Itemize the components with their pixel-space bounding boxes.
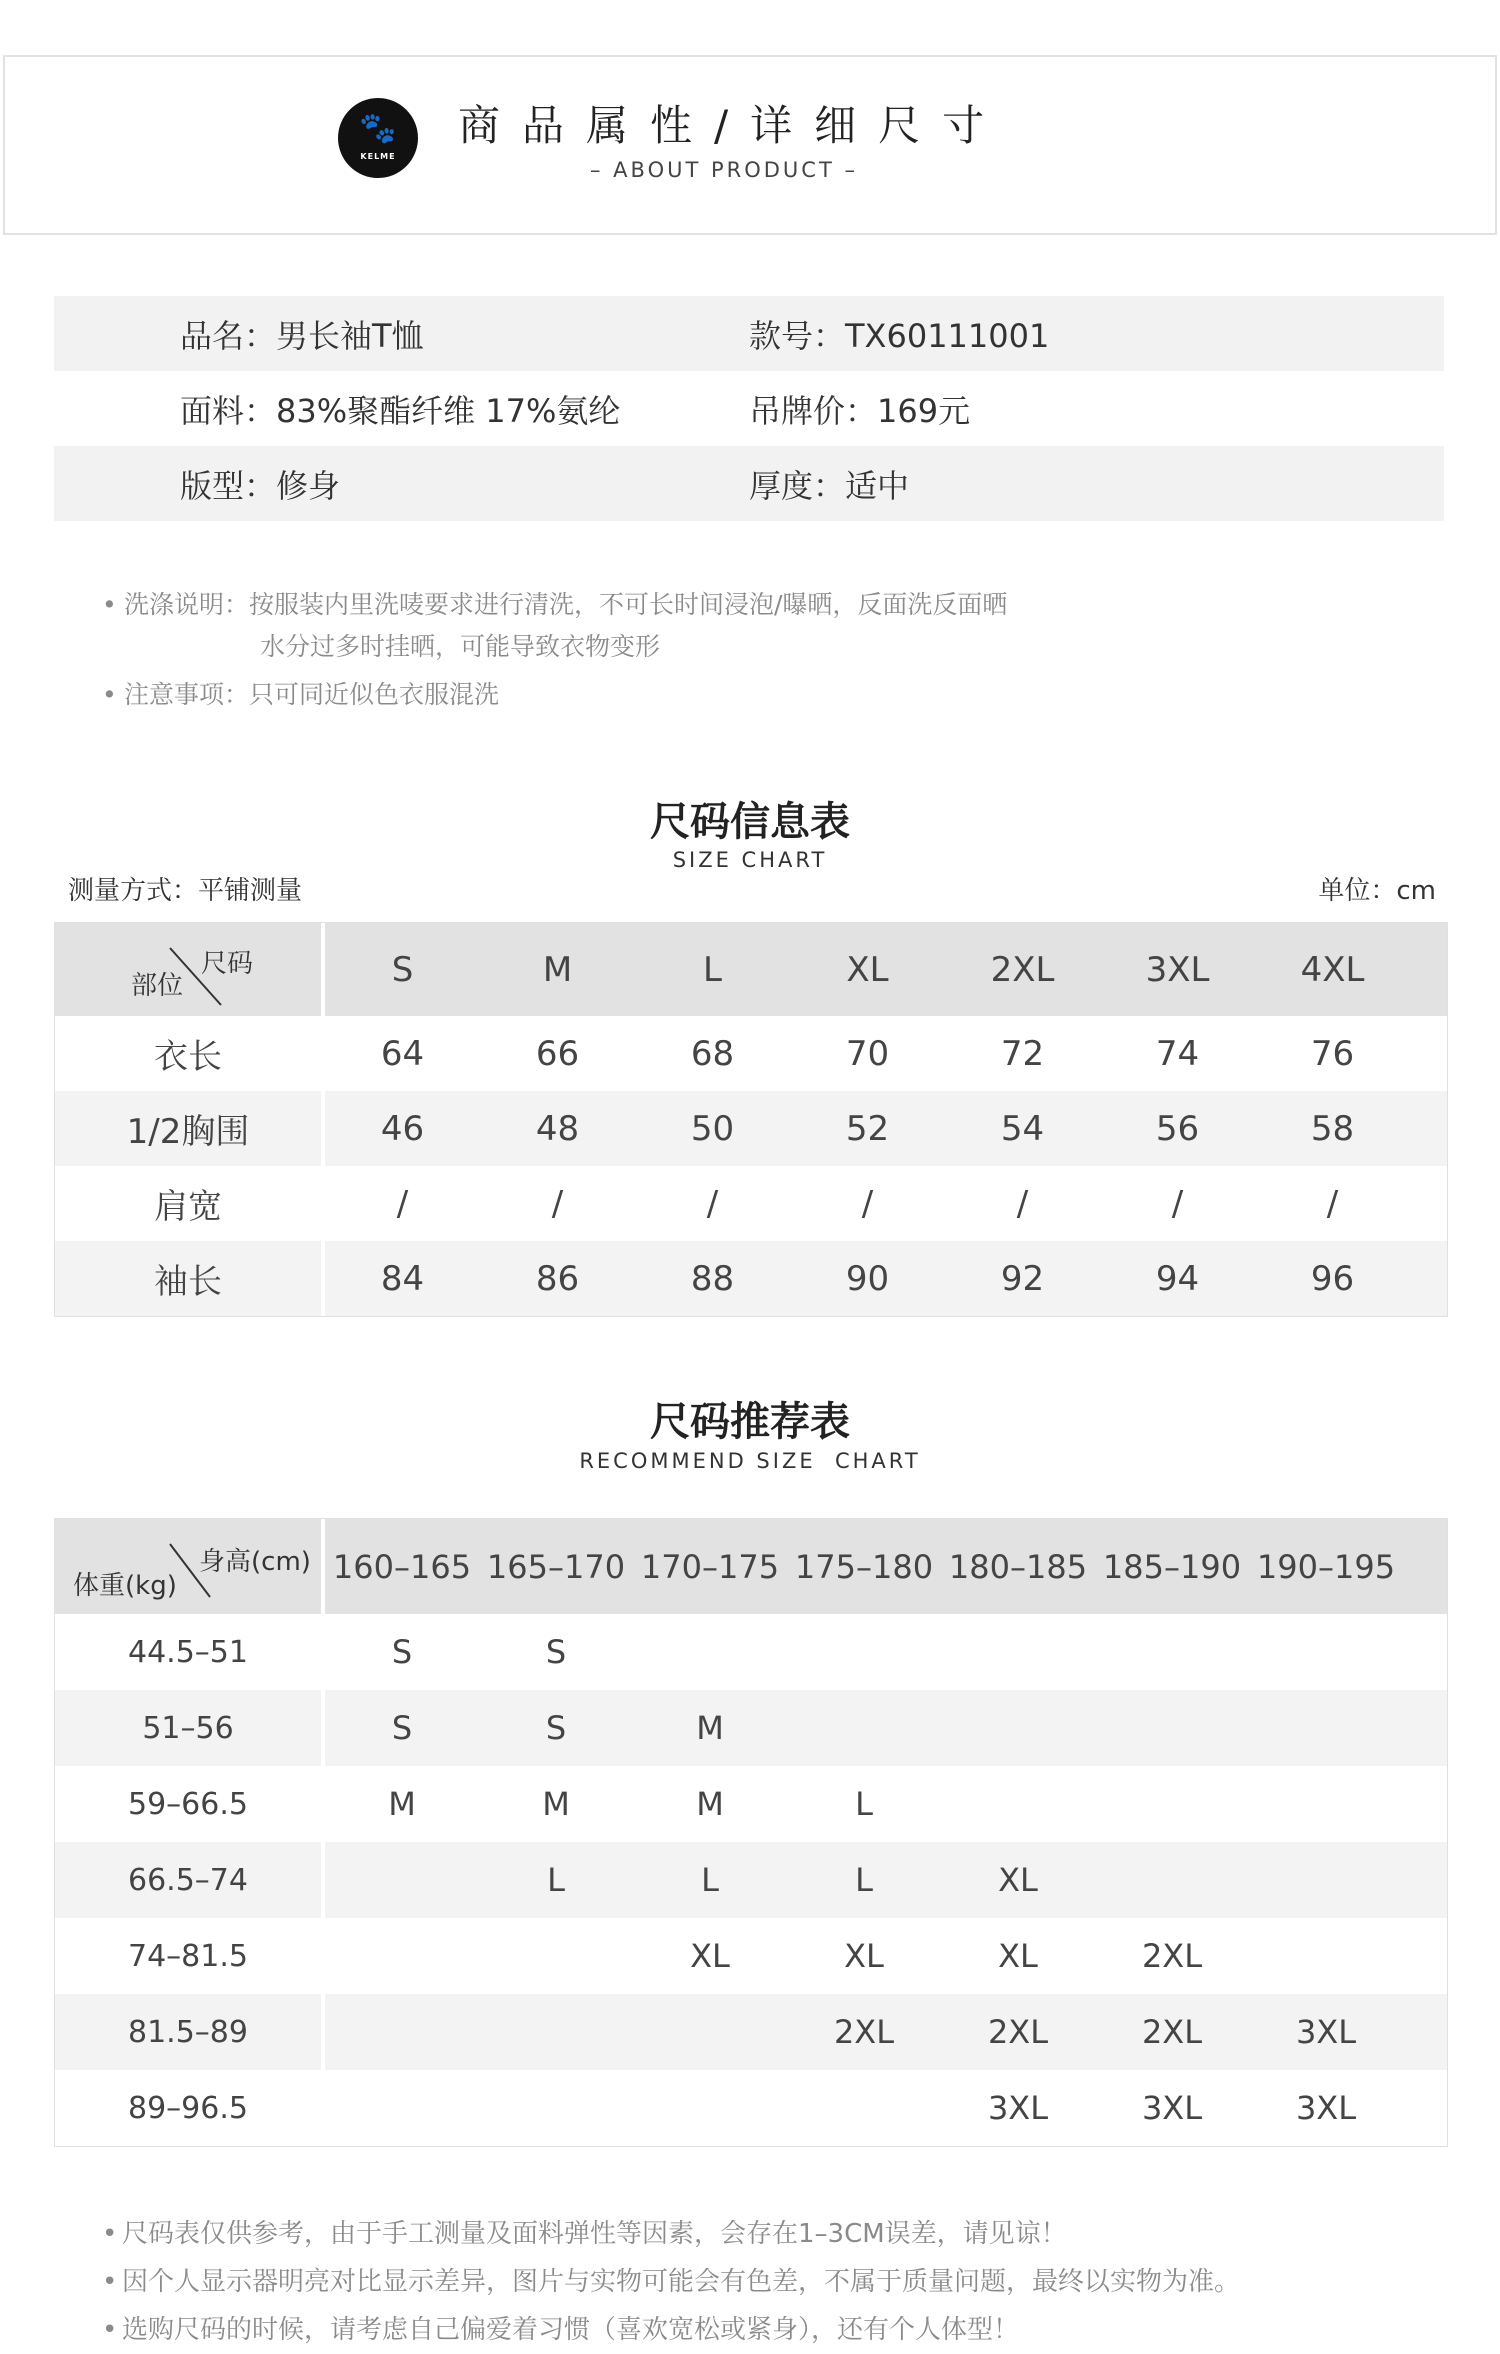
recommend-chart-title: 尺码推荐表 — [650, 1399, 850, 1445]
caution-note-text: 注意事项：只可同近似色衣服混洗 — [124, 680, 500, 709]
info-product-name: 品名：男长袖T恤 — [180, 316, 424, 355]
column-header: 170–175 — [640, 1547, 780, 1586]
table-cell: 3XL — [1295, 2089, 1357, 2127]
info-row — [54, 296, 1444, 371]
table-row — [55, 1241, 1447, 1316]
column-header: XL — [846, 949, 889, 990]
measure-method: 测量方式：平铺测量 — [68, 876, 303, 906]
table-cell: L — [701, 1861, 719, 1899]
wash-note — [100, 584, 1400, 626]
column-header: L — [703, 949, 722, 990]
paw-icon: 🐾 — [359, 111, 397, 146]
table-cell: 88 — [690, 1258, 735, 1299]
table-cell: 68 — [690, 1033, 735, 1074]
column-header: 180–185 — [948, 1547, 1088, 1586]
bullet-icon: • — [102, 2267, 118, 2297]
table-cell: 86 — [535, 1258, 580, 1299]
table-cell: / — [396, 1183, 409, 1224]
column-header: 175–180 — [794, 1547, 934, 1586]
table-cell: / — [551, 1183, 564, 1224]
wash-note-continued — [100, 626, 1400, 668]
table-row — [55, 1091, 1447, 1166]
page-title: 商品属性/详细尺寸 — [458, 101, 1007, 150]
unit-label: 单位：cm — [1318, 876, 1436, 906]
table-cell: M — [542, 1785, 570, 1823]
column-header: 190–195 — [1256, 1547, 1396, 1586]
table-cell: S — [545, 1633, 567, 1671]
size-chart-table — [54, 922, 1448, 1317]
wash-note-line1: 洗涤说明：按服装内里洗唛要求进行清洗，不可长时间浸泡/曝晒，反面洗反面晒 — [124, 590, 1008, 619]
table-cell: 2XL — [1141, 2013, 1203, 2051]
table-cell: XL — [998, 1861, 1038, 1899]
table-cell: XL — [690, 1937, 730, 1975]
info-thickness: 厚度：适中 — [749, 466, 910, 505]
product-info-table — [54, 296, 1444, 521]
column-header: 3XL — [1145, 949, 1210, 990]
table-cell: / — [1171, 1183, 1184, 1224]
recommend-chart-subtitle: RECOMMEND SIZE CHART — [579, 1449, 921, 1473]
table-cell: 56 — [1155, 1108, 1200, 1149]
column-header: 160–165 — [332, 1547, 472, 1586]
care-notes — [100, 584, 1400, 716]
table-cell: / — [1016, 1183, 1029, 1224]
recommend-chart-corner — [55, 1519, 325, 1614]
wash-note-line2: 水分过多时挂晒，可能导致衣物变形 — [260, 632, 661, 661]
table-cell: XL — [844, 1937, 884, 1975]
logo-brand-text: KELME — [360, 152, 396, 161]
column-header: 165–170 — [486, 1547, 626, 1586]
bullet-icon: • — [102, 2219, 118, 2249]
table-cell: 2XL — [833, 2013, 895, 2051]
table-cell: 70 — [845, 1033, 890, 1074]
corner-height-label: 身高(cm) — [199, 1547, 311, 1577]
table-cell: 66 — [535, 1033, 580, 1074]
row-label: 81.5–89 — [55, 1994, 325, 2070]
row-label: 衣长 — [55, 1016, 325, 1091]
row-label: 89–96.5 — [55, 2070, 325, 2146]
column-header: M — [542, 949, 573, 990]
diagonal-divider — [55, 923, 325, 1016]
row-label: 肩宽 — [55, 1166, 325, 1241]
info-tag-price: 吊牌价：169元 — [749, 391, 971, 430]
recommend-chart-header-row — [55, 1519, 1447, 1614]
table-row — [55, 1918, 1447, 1994]
table-cell: S — [391, 1633, 413, 1671]
table-row — [55, 1690, 1447, 1766]
table-cell: 2XL — [987, 2013, 1049, 2051]
row-label: 74–81.5 — [55, 1918, 325, 1994]
size-chart-title: 尺码信息表 — [650, 799, 850, 845]
table-cell: 84 — [380, 1258, 425, 1299]
size-chart-header-row — [55, 923, 1447, 1016]
table-row — [55, 1166, 1447, 1241]
table-cell: M — [388, 1785, 416, 1823]
table-cell: 3XL — [987, 2089, 1049, 2127]
footer-note — [100, 2306, 1240, 2354]
bullet-icon: • — [102, 2315, 118, 2345]
table-cell: 58 — [1310, 1108, 1355, 1149]
table-cell: 52 — [845, 1108, 890, 1149]
table-cell: 50 — [690, 1108, 735, 1149]
footer-note — [100, 2210, 1240, 2258]
footer-note-text: 选购尺码的时候，请考虑自己偏爱着习惯（喜欢宽松或紧身），还有个人体型！ — [122, 2315, 1020, 2345]
table-row — [55, 1766, 1447, 1842]
table-cell: 90 — [845, 1258, 890, 1299]
page-subtitle: – ABOUT PRODUCT – — [590, 158, 858, 182]
column-header: 185–190 — [1102, 1547, 1242, 1586]
table-cell: L — [855, 1785, 873, 1823]
table-cell: 74 — [1155, 1033, 1200, 1074]
table-cell: XL — [998, 1937, 1038, 1975]
table-cell: 92 — [1000, 1258, 1045, 1299]
corner-weight-label: 体重(kg) — [73, 1571, 177, 1601]
info-fit: 版型：修身 — [180, 466, 341, 505]
bullet-icon: • — [102, 590, 117, 619]
footer-note-text: 尺码表仅供参考，由于手工测量及面料弹性等因素，会存在1–3CM误差，请见谅！ — [122, 2219, 1067, 2249]
corner-size-label: 尺码 — [201, 949, 254, 979]
table-row — [55, 1016, 1447, 1091]
table-row — [55, 2070, 1447, 2146]
footer-note — [100, 2258, 1240, 2306]
table-cell: / — [706, 1183, 719, 1224]
table-cell: 76 — [1310, 1033, 1355, 1074]
table-cell: S — [545, 1709, 567, 1747]
caution-note — [100, 674, 1400, 716]
table-cell: 54 — [1000, 1108, 1045, 1149]
info-fabric: 面料：83%聚酯纤维 17%氨纶 — [180, 391, 621, 430]
size-chart-subtitle: SIZE CHART — [672, 848, 828, 872]
brand-logo — [338, 98, 418, 178]
row-label: 1/2胸围 — [55, 1091, 325, 1166]
table-cell: M — [696, 1709, 724, 1747]
table-cell: 72 — [1000, 1033, 1045, 1074]
footer-notes — [100, 2210, 1240, 2354]
table-cell: 3XL — [1141, 2089, 1203, 2127]
table-cell: 2XL — [1141, 1937, 1203, 1975]
table-cell: M — [696, 1785, 724, 1823]
row-label: 44.5–51 — [55, 1614, 325, 1690]
table-row — [55, 1614, 1447, 1690]
table-cell: S — [391, 1709, 413, 1747]
recommend-chart-table — [54, 1518, 1448, 2147]
table-cell: 94 — [1155, 1258, 1200, 1299]
size-chart-corner — [55, 923, 325, 1016]
info-row — [54, 446, 1444, 521]
table-cell: 96 — [1310, 1258, 1355, 1299]
info-style-number: 款号：TX60111001 — [749, 316, 1050, 355]
table-cell: L — [547, 1861, 565, 1899]
table-cell: L — [855, 1861, 873, 1899]
row-label: 66.5–74 — [55, 1842, 325, 1918]
info-row — [54, 371, 1444, 446]
table-cell: 48 — [535, 1108, 580, 1149]
row-label: 59–66.5 — [55, 1766, 325, 1842]
table-cell: 64 — [380, 1033, 425, 1074]
table-row — [55, 1842, 1447, 1918]
table-row — [55, 1994, 1447, 2070]
column-header: S — [391, 949, 414, 990]
column-header: 4XL — [1300, 949, 1365, 990]
bullet-icon: • — [102, 680, 117, 709]
table-cell: 3XL — [1295, 2013, 1357, 2051]
corner-part-label: 部位 — [131, 971, 184, 1001]
column-header: 2XL — [990, 949, 1055, 990]
footer-note-text: 因个人显示器明亮对比显示差异，图片与实物可能会有色差，不属于质量问题，最终以实物为准。 — [122, 2267, 1241, 2297]
table-cell: / — [861, 1183, 874, 1224]
table-cell: 46 — [380, 1108, 425, 1149]
row-label: 袖长 — [55, 1241, 325, 1316]
row-label: 51–56 — [55, 1690, 325, 1766]
table-cell: / — [1326, 1183, 1339, 1224]
